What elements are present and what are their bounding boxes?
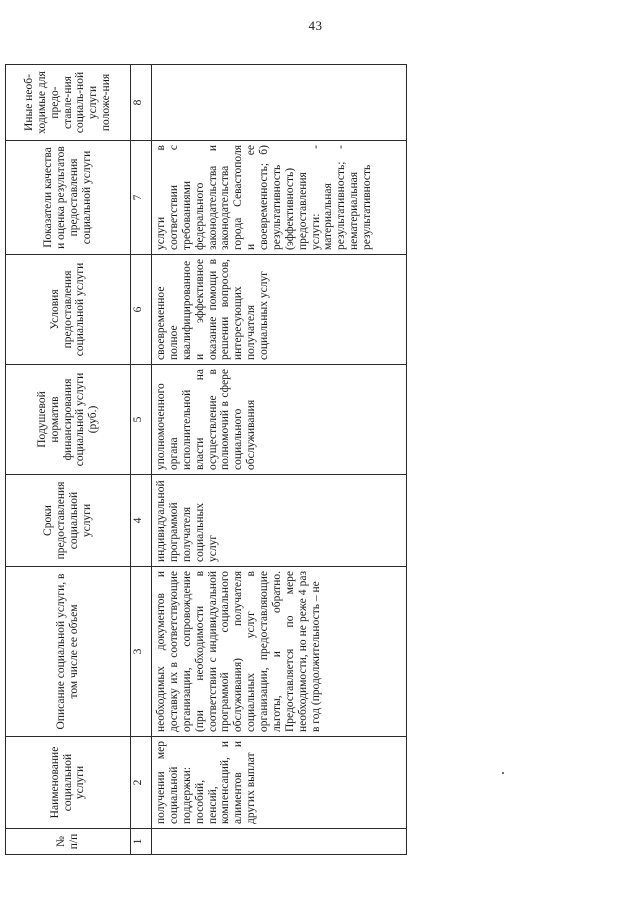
header-service-name: Наименование социальной услуги [6,737,131,829]
social-services-table-rotated [5,65,565,855]
cell-quality-indicators: услуги в соответствии с требованиями федерального законодательства и законодательства города Севастополя и ее своевременность; б) результативность (эффективность) предоставления услуги: - материальная результативность; - нематериальная результативность [152,141,407,255]
table-column-numbers-row [131,65,152,855]
column-number-1: 1 [131,829,152,855]
column-number-2: 2 [131,737,152,829]
header-other-provisions: Иные необ-ходимые для предо-ставле-ния социаль-ной услуги положе-ния [6,65,131,141]
header-number: № п/п [6,829,131,855]
cell-service-description: необходимых документов и доставку их в соответствующие организации, сопровождение (при необходимости в соответствии с индивидуальной программой социального обслуживания) получателя социальных услуг в организации, предоставляющие льготы, и обратно. Предоставляется по мере необходимости, но не реже 4 раз в год (продолжительность – не [152,567,407,737]
header-service-terms: Сроки предоставления социальной услуги [6,475,131,567]
header-service-conditions: Условия предоставления социальной услуги [6,255,131,365]
header-service-description: Описание социальной услуги, в том числе ее объем [6,567,131,737]
table-header-row [6,65,131,855]
social-services-table [5,64,407,855]
cell-financing-norm: уполномоченного органа исполнительной власти на осуществление в полномочий в сфере социального обслуживания [152,365,407,475]
scan-speck [502,772,504,774]
cell-other-provisions [152,65,407,141]
header-quality-indicators: Показатели качества и оценка результатов предоставления социальной услуги [6,141,131,255]
table-row [152,65,407,855]
column-number-8: 8 [131,65,152,141]
column-number-4: 4 [131,475,152,567]
column-number-6: 6 [131,255,152,365]
cell-number [152,829,407,855]
header-financing-norm: Подушевой норматив финансирования социальной услуги (руб.) [6,365,131,475]
cell-service-conditions: своевременное полное квалифицированное и эффективное оказание помощи в решении вопросов, интересующих получателя социальных услуг [152,255,407,365]
cell-service-name: получении мер социальной поддержки: пособий, пенсий, компенсаций, и алиментов и других выплат [152,737,407,829]
column-number-5: 5 [131,365,152,475]
column-number-7: 7 [131,141,152,255]
cell-service-terms: индивидуальной программой получателя социальных услуг [152,475,407,567]
page-number: 43 [308,18,323,33]
column-number-3: 3 [131,567,152,737]
